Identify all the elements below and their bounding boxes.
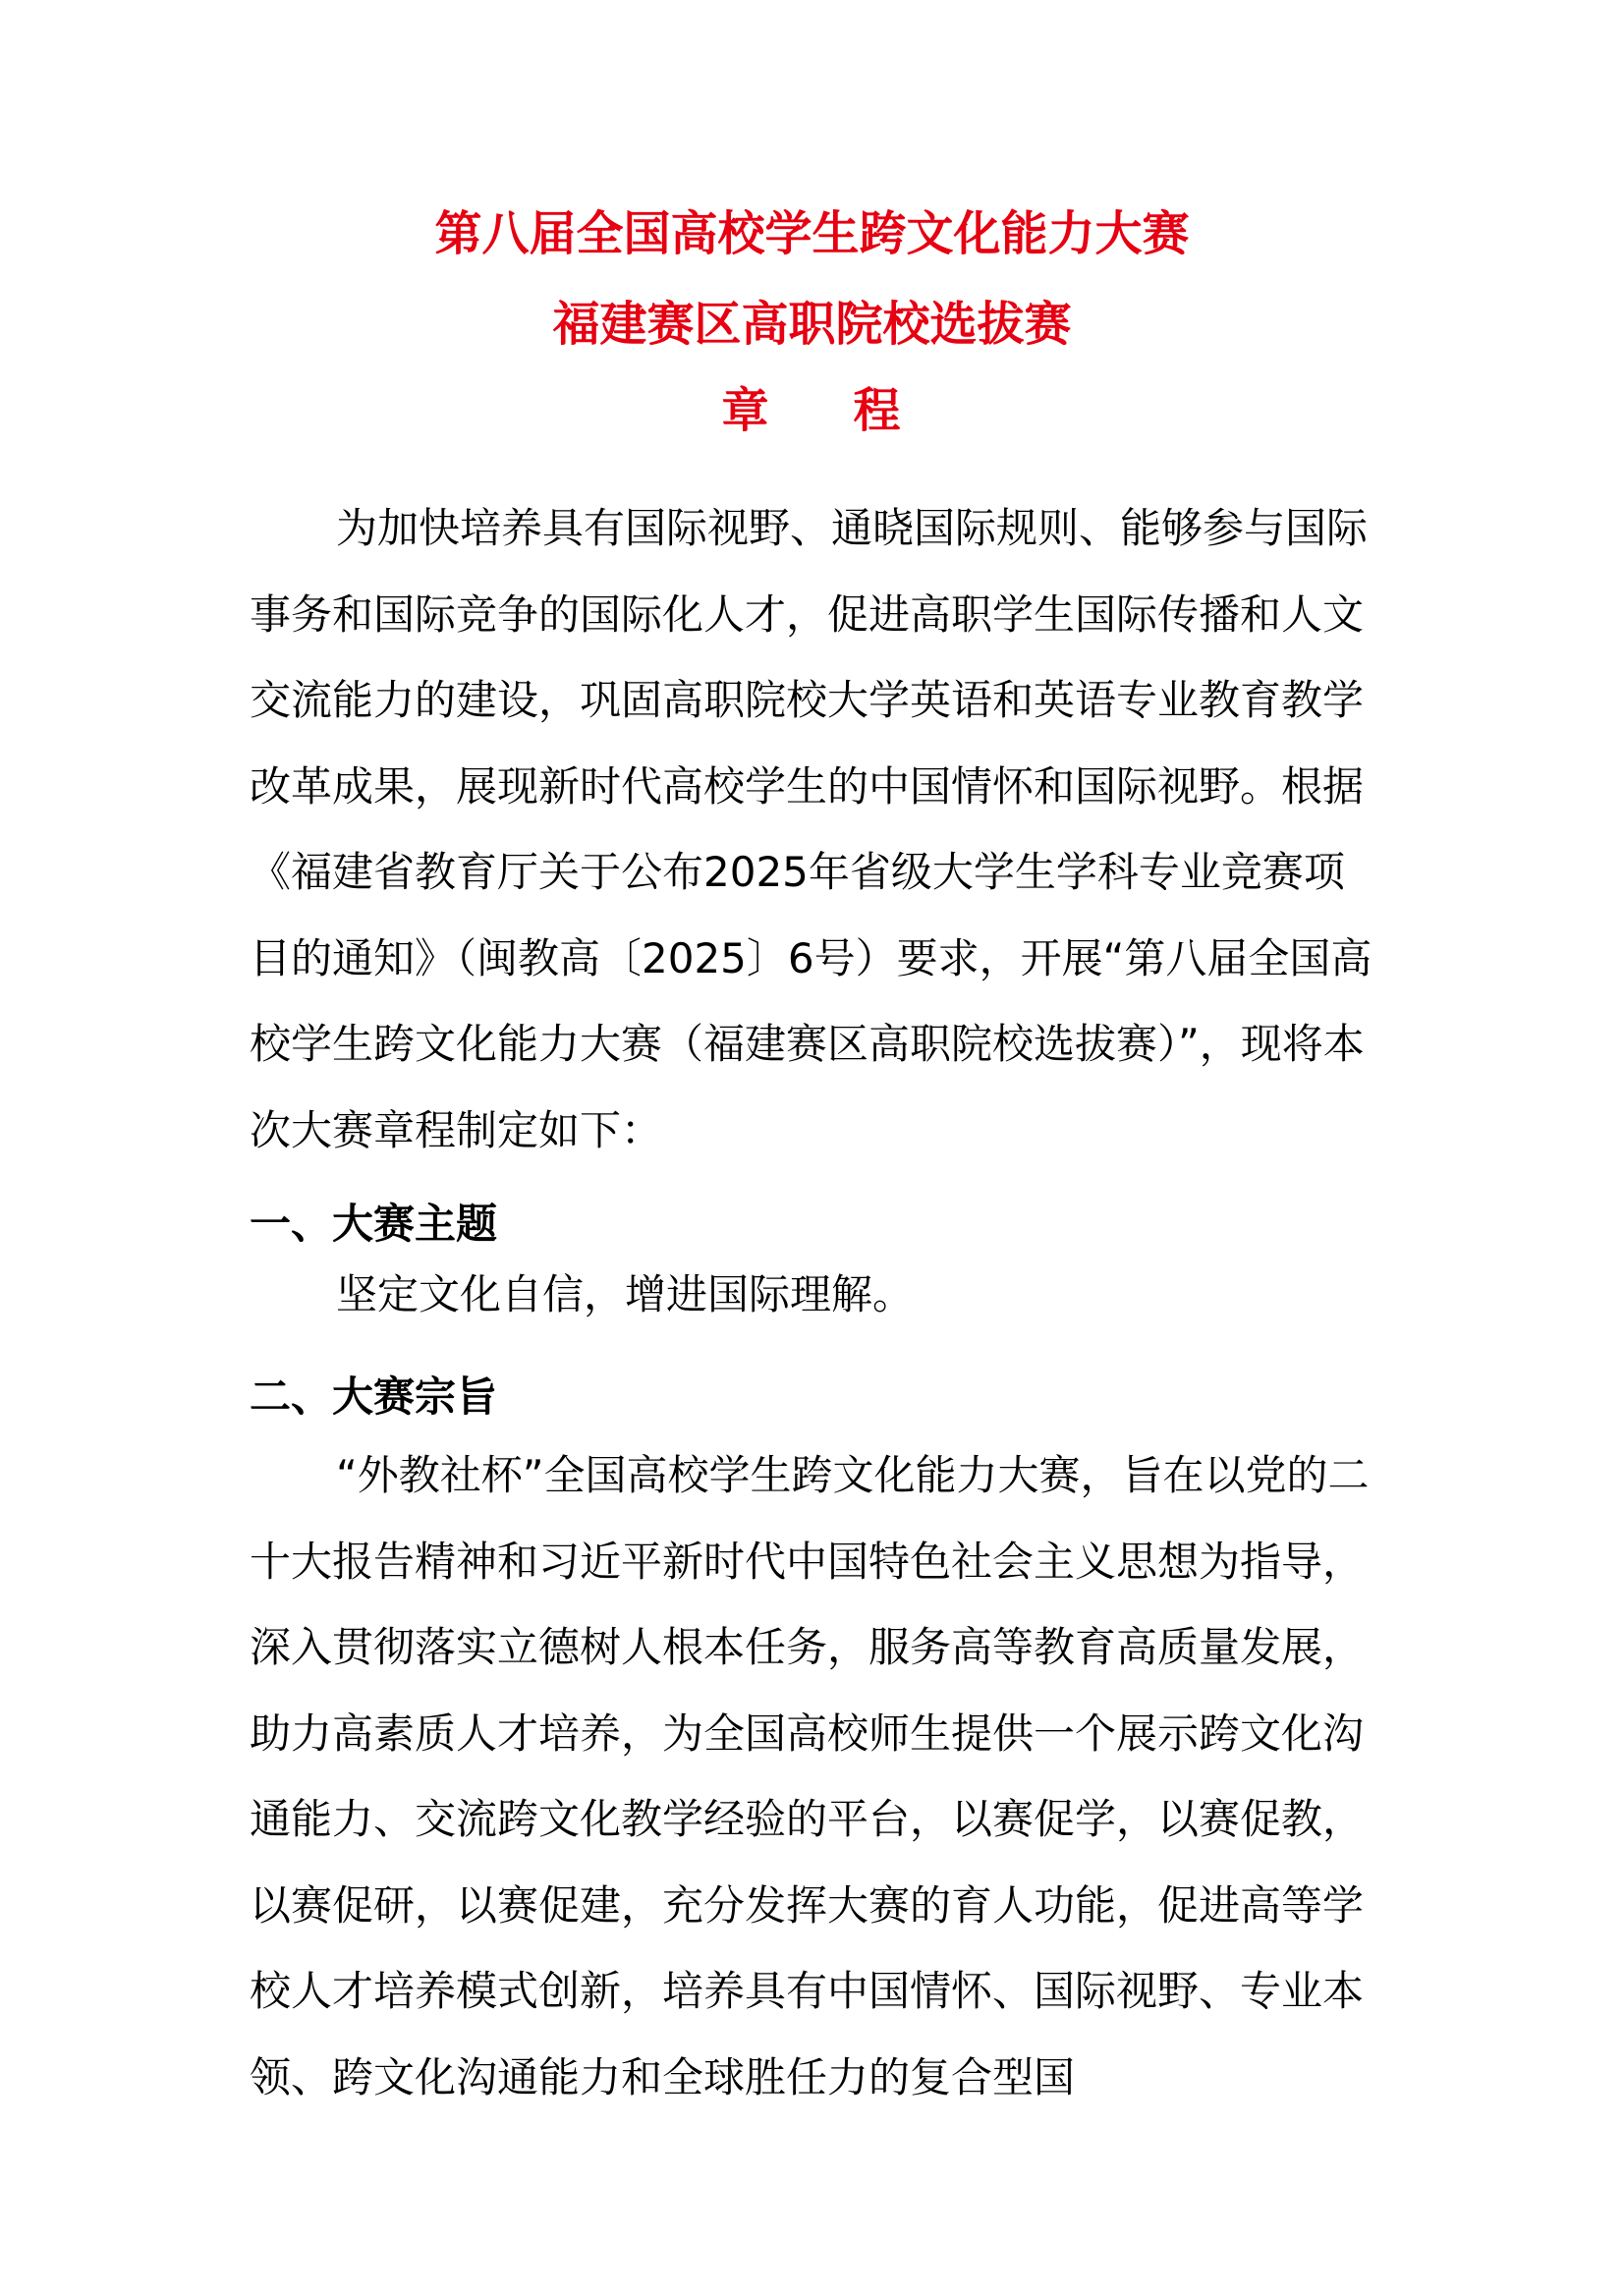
- title-char-cheng: 程: [853, 383, 903, 438]
- document-title-line-1: 第八届全国高校学生跨文化能力大赛: [434, 206, 1190, 261]
- section-2-heading: 二、大赛宗旨: [250, 1372, 498, 1421]
- section-1-text: 坚定文化自信，增进国际理解。: [336, 1270, 915, 1318]
- title-char-zhang: 章: [721, 383, 771, 438]
- document-title-line-2: 福建赛区高职院校选拔赛: [552, 297, 1072, 352]
- intro-paragraph: 为加快培养具有国际视野、通晓国际规则、能够参与国际事务和国际竞争的国际化人才，促进高职学生国际传播和人文交流能力的建设，巩固高职院校大学英语和英语专业教育教学改革成果，展现新时代高校学生的中国情怀和国际视野。根据《福建省教育厅关于公布2025年省级大学生学科专业竞赛项目的通知》（闽教高〔2025〕6号）要求，开展“第八届全国高校学生跨文化能力大赛（福建赛区高职院校选拔赛）”，现将本次大赛章程制定如下：: [250, 504, 1372, 1154]
- section-2-text: “外教社杯”全国高校学生跨文化能力大赛，旨在以党的二十大报告精神和习近平新时代中国特色社会主义思想为指导，深入贯彻落实立德树人根本任务，服务高等教育高质量发展，助力高素质人才培养，为全国高校师生提供一个展示跨文化沟通能力、交流跨文化教学经验的平台，以赛促学，以赛促教，以赛促研，以赛促建，充分发挥大赛的育人功能，促进高等学校人才培养模式创新，培养具有中国情怀、国际视野、专业本领、跨文化沟通能力和全球胜任力的复合型国: [250, 1451, 1370, 2101]
- document-title-line-3: [0, 381, 1624, 440]
- section-1-heading: 一、大赛主题: [250, 1200, 498, 1248]
